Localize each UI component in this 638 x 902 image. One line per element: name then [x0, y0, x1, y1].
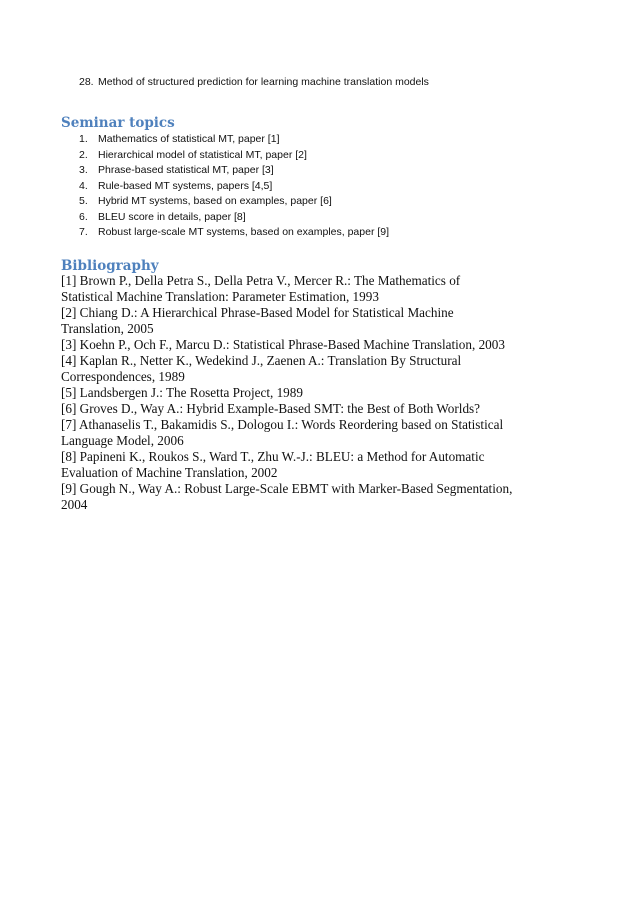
bibliography-heading: Bibliography — [61, 258, 159, 274]
bibliography-line: [4] Kaplan R., Netter K., Wedekind J., Zaenen A.: Translation By Structural — [61, 353, 462, 368]
bibliography-line: Correspondences, 1989 — [61, 369, 185, 384]
list-item-text: Method of structured prediction for learning machine translation models — [98, 76, 429, 88]
list-item-number: 6. — [79, 210, 88, 223]
list-item-number: 7. — [79, 226, 88, 238]
bibliography-line: [7] Athanaselis T., Bakamidis S., Dologou I.: Words Reordering based on Statistical — [61, 417, 504, 432]
list-item-number: 5. — [79, 195, 88, 207]
bibliography-line: 2004 — [61, 497, 88, 512]
bibliography-list — [61, 273, 531, 513]
list-item-text: Hierarchical model of statistical MT, paper [2] — [98, 148, 307, 161]
list-item-text: Robust large-scale MT systems, based on examples, paper [9] — [98, 226, 390, 238]
list-item — [79, 225, 389, 241]
list-item-number: 4. — [79, 179, 88, 192]
list-item — [79, 132, 389, 148]
list-item-text: Hybrid MT systems, based on examples, paper [6] — [98, 195, 332, 207]
list-item-number: 28. — [79, 76, 94, 88]
list-item — [79, 194, 389, 210]
bibliography-line: Statistical Machine Translation: Parameter Estimation, 1993 — [61, 289, 379, 304]
bibliography-line: Translation, 2005 — [61, 321, 154, 336]
list-item — [79, 210, 389, 226]
bibliography-line: [5] Landsbergen J.: The Rosetta Project, 1989 — [61, 385, 303, 400]
bibliography-line: [3] Koehn P., Och F., Marcu D.: Statistical Phrase-Based Machine Translation, 2003 — [61, 337, 505, 352]
bibliography-line: [6] Groves D., Way A.: Hybrid Example-Based SMT: the Best of Both Worlds? — [61, 401, 481, 416]
bibliography-line: [2] Chiang D.: A Hierarchical Phrase-Based Model for Statistical Machine — [61, 305, 454, 320]
list-item-text: Mathematics of statistical MT, paper [1] — [98, 133, 280, 145]
list-item-text: Phrase-based statistical MT, paper [3] — [98, 164, 274, 176]
list-item-text: BLEU score in details, paper [8] — [98, 210, 246, 223]
list-item-number: 2. — [79, 148, 88, 161]
bibliography-line: Language Model, 2006 — [61, 433, 184, 448]
bibliography-line: Evaluation of Machine Translation, 2002 — [61, 465, 278, 480]
bibliography-line: [8] Papineni K., Roukos S., Ward T., Zhu W.-J.: BLEU: a Method for Automatic — [61, 449, 485, 464]
list-item — [79, 163, 389, 179]
seminar-topics-list — [79, 132, 389, 241]
list-item-28 — [79, 76, 429, 88]
list-item — [79, 148, 389, 164]
bibliography-line: [9] Gough N., Way A.: Robust Large-Scale EBMT with Marker-Based Segmentation, — [61, 481, 513, 496]
list-item-text: Rule-based MT systems, papers [4,5] — [98, 179, 273, 192]
bibliography-line: [1] Brown P., Della Petra S., Della Petra V., Mercer R.: The Mathematics of — [61, 273, 461, 288]
list-item-number: 3. — [79, 164, 88, 176]
seminar-topics-heading: Seminar topics — [61, 115, 175, 131]
list-item-number: 1. — [79, 133, 88, 145]
list-item — [79, 179, 389, 195]
